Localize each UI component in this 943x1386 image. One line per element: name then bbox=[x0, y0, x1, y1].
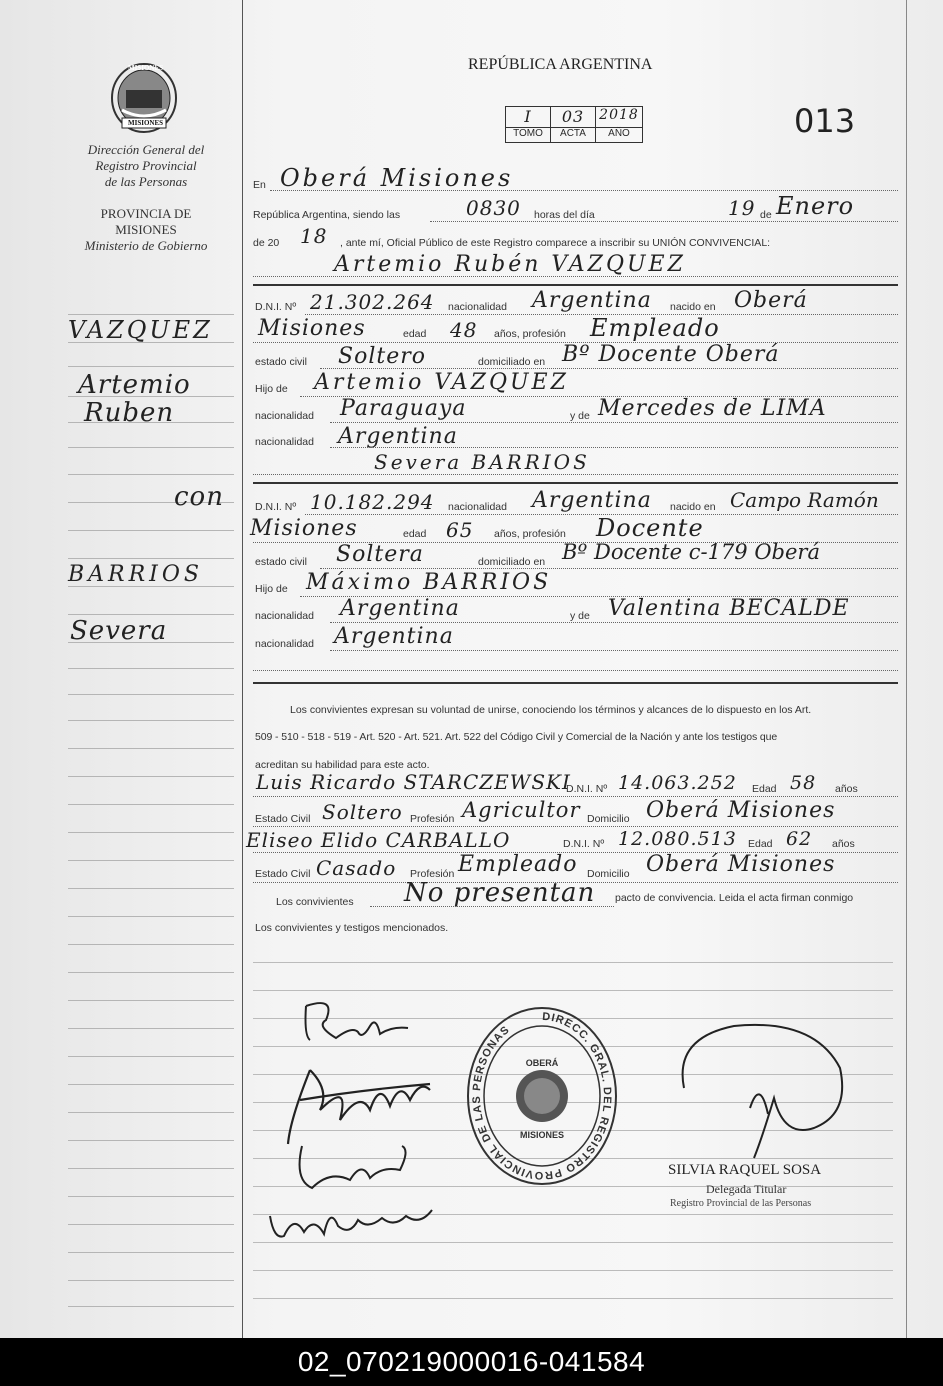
w2-domic-label: Domicilio bbox=[587, 868, 630, 880]
p1-civil-label: estado civil bbox=[255, 356, 307, 368]
w2-age: 62 bbox=[786, 828, 813, 850]
section-divider-3 bbox=[253, 682, 898, 684]
section-divider-1 bbox=[253, 284, 898, 286]
svg-text:OBERÁ: OBERÁ bbox=[525, 1058, 559, 1068]
p1-father: Artemio VAZQUEZ bbox=[314, 370, 569, 395]
p2-birthplace-b: Misiones bbox=[250, 516, 358, 541]
w2-profession: Empleado bbox=[458, 852, 578, 877]
w1-rule-2 bbox=[253, 826, 898, 827]
registry-stamp bbox=[462, 1000, 622, 1190]
p1-mother-nac-label: nacionalidad bbox=[255, 436, 314, 448]
p2-civil: Soltera bbox=[336, 542, 424, 567]
w1-anios-label: años bbox=[835, 783, 858, 795]
declaration-line-1: Los convivientes expresan su voluntad de unirse, conociendo los términos y alcances de lo dispuesto en los Art. bbox=[290, 704, 812, 716]
margin-divider-right bbox=[906, 0, 907, 1338]
declaration-line-2: 509 - 510 - 518 - 519 - Art. 520 - Art. 521. Art. 522 del Código Civil y Comercial de la Nación y ante los testigos que bbox=[255, 731, 778, 743]
official-office: Registro Provincial de las Personas bbox=[670, 1198, 812, 1209]
w1-edad-label: Edad bbox=[752, 783, 777, 795]
rep-label: República Argentina, siendo las bbox=[253, 209, 401, 221]
anio-label: AÑO bbox=[595, 127, 643, 143]
official-title: Delegada Titular bbox=[706, 1182, 787, 1196]
org-heading bbox=[60, 142, 232, 190]
p1-edad-label: edad bbox=[403, 328, 427, 340]
p1-nationality: Argentina bbox=[532, 288, 652, 313]
p2-mother-nat: Argentina bbox=[334, 624, 454, 649]
w1-domicile: Oberá Misiones bbox=[646, 798, 836, 823]
p1-birthplace-a: Oberá bbox=[734, 288, 808, 313]
ministry-line: Ministerio de Gobierno bbox=[84, 238, 208, 253]
en-label: En bbox=[253, 179, 266, 191]
p1-nacido-label: nacido en bbox=[670, 301, 716, 313]
p2-anios-label: años, profesión bbox=[494, 528, 566, 540]
p2-domicile: Bº Docente c-179 Oberá bbox=[562, 540, 820, 564]
p2-yde-label: y de bbox=[570, 610, 590, 622]
w1-age: 58 bbox=[790, 772, 817, 794]
closing-line: Los convivientes y testigos mencionados. bbox=[255, 922, 449, 934]
pact-rule bbox=[370, 906, 614, 907]
horas-label: horas del día bbox=[534, 209, 595, 221]
place-rule bbox=[270, 190, 898, 191]
p1-nac-label: nacionalidad bbox=[448, 301, 507, 313]
p2-dni: 10.182.294 bbox=[310, 490, 435, 514]
p1-dni: 21.302.264 bbox=[310, 290, 435, 314]
org-line-1: Dirección General del bbox=[87, 142, 205, 157]
w1-domic-label: Domicilio bbox=[587, 813, 630, 825]
p1-domic-label: domiciliado en bbox=[478, 356, 546, 368]
w1-prof-label: Profesión bbox=[410, 813, 455, 825]
acta-label: ACTA bbox=[550, 127, 596, 143]
w1-rule-1 bbox=[253, 796, 898, 797]
p2-birthplace-a: Campo Ramón bbox=[730, 488, 879, 512]
p2-mother: Valentina BECALDE bbox=[608, 596, 850, 621]
w1-dni-label: D.N.I. Nº bbox=[566, 783, 608, 795]
w2-civil-label: Estado Civil bbox=[255, 868, 311, 880]
p1-hijo-label: Hijo de bbox=[255, 383, 288, 395]
country-title: REPÚBLICA ARGENTINA bbox=[468, 56, 653, 73]
p2-edad-label: edad bbox=[403, 528, 427, 540]
p2-nac-label: nacionalidad bbox=[448, 501, 507, 513]
w1-profession: Agricultor bbox=[462, 798, 581, 822]
p2-profession: Docente bbox=[596, 514, 704, 542]
margin-divider-left bbox=[242, 0, 243, 1338]
org-line-2: Registro Provincial bbox=[95, 158, 197, 173]
p1-age: 48 bbox=[450, 318, 478, 342]
w2-dni-label: D.N.I. Nº bbox=[563, 838, 605, 850]
p2-mother-nac-label: nacionalidad bbox=[255, 638, 314, 650]
org-line-3: de las Personas bbox=[104, 174, 188, 189]
pact-value: No presentan bbox=[404, 878, 596, 908]
p2-dni-label: D.N.I. Nº bbox=[255, 501, 297, 513]
province-crest-logo bbox=[108, 60, 180, 136]
signature-3 bbox=[290, 1140, 420, 1200]
province-heading bbox=[60, 206, 232, 254]
p2-nationality: Argentina bbox=[532, 488, 652, 513]
w1-dni: 14.063.252 bbox=[618, 772, 737, 794]
p2-name-rule bbox=[253, 474, 898, 475]
de-label: de bbox=[760, 209, 772, 221]
margin-surname-2: BARRIOS bbox=[68, 562, 203, 587]
p2-rule-5 bbox=[330, 622, 898, 623]
w1-civil: Soltero bbox=[322, 800, 403, 824]
document-code-bar bbox=[0, 1338, 943, 1386]
p2-hijo-label: Hijo de bbox=[255, 583, 288, 595]
p1-domicile: Bº Docente Oberá bbox=[562, 342, 780, 367]
province-line-1: PROVINCIA DE bbox=[100, 206, 192, 221]
p1-mother: Mercedes de LIMA bbox=[598, 396, 827, 421]
p1-rule-3 bbox=[320, 368, 898, 369]
svg-text:DIRECC. GRAL. DEL REGISTRO PRO: DIRECC. GRAL. DEL REGISTRO PROVINCIAL DE LAS PERSONAS bbox=[470, 1010, 614, 1182]
w1-name: Luis Ricardo STARCZEWSKI bbox=[256, 770, 571, 794]
w2-edad-label: Edad bbox=[748, 838, 773, 850]
anio-value: 2018 bbox=[595, 106, 643, 128]
margin-given-2: Severa bbox=[70, 616, 168, 646]
p1-rule-6 bbox=[330, 447, 898, 448]
acta-value: 03 bbox=[550, 106, 596, 128]
p2-nacido-label: nacido en bbox=[670, 501, 716, 513]
margin-surname-1: VAZQUEZ bbox=[68, 316, 213, 344]
p1-anios-label: años, profesión bbox=[494, 328, 566, 340]
intro-hour: 0830 bbox=[466, 196, 521, 220]
tomo-value: I bbox=[505, 106, 551, 128]
p2-rule-6 bbox=[330, 650, 898, 651]
de20-label: de 20 bbox=[253, 237, 280, 249]
signature-4 bbox=[264, 1196, 444, 1246]
p1-father-nac-label: nacionalidad bbox=[255, 410, 314, 422]
p2-rule-3 bbox=[320, 568, 898, 569]
sheet-number: 013 bbox=[794, 102, 856, 140]
p2-rule-7 bbox=[253, 670, 898, 671]
p1-profession: Empleado bbox=[590, 314, 720, 342]
w2-civil: Casado bbox=[316, 856, 397, 880]
svg-text:MISIONES: MISIONES bbox=[519, 1130, 565, 1140]
p2-father: Máximo BARRIOS bbox=[306, 570, 552, 595]
p2-civil-label: estado civil bbox=[255, 556, 307, 568]
margin-given-1a: Artemio bbox=[78, 370, 191, 400]
official-signature bbox=[664, 1018, 854, 1168]
person2-fullname: Severa BARRIOS bbox=[374, 450, 590, 474]
p1-civil: Soltero bbox=[338, 344, 426, 369]
p2-father-nac-label: nacionalidad bbox=[255, 610, 314, 622]
w1-civil-label: Estado Civil bbox=[255, 813, 311, 825]
tomo-label: TOMO bbox=[505, 127, 551, 143]
conv-label: Los convivientes bbox=[276, 896, 354, 908]
p1-father-nat: Paraguaya bbox=[340, 396, 467, 421]
margin-given-1b: Ruben bbox=[84, 398, 175, 428]
intro-year: 18 bbox=[300, 224, 328, 248]
section-divider-2 bbox=[253, 482, 898, 484]
w2-anios-label: años bbox=[832, 838, 855, 850]
person1-fullname: Artemio Rubén VAZQUEZ bbox=[334, 252, 686, 277]
signature-2 bbox=[280, 1060, 440, 1150]
intro-month: Enero bbox=[776, 192, 855, 220]
p2-domic-label: domiciliado en bbox=[478, 556, 546, 568]
province-line-2: MISIONES bbox=[115, 222, 177, 237]
margin-conjunction: con bbox=[174, 482, 224, 512]
document-code: 02_070219000016-041584 bbox=[297, 1346, 646, 1377]
w2-prof-label: Profesión bbox=[410, 868, 455, 880]
official-name: SILVIA RAQUEL SOSA bbox=[668, 1162, 822, 1178]
p1-birthplace-b: Misiones bbox=[258, 316, 366, 341]
p1-mother-nat: Argentina bbox=[338, 424, 458, 449]
w2-name: Eliseo Elido CARBALLO bbox=[246, 828, 511, 852]
p2-age: 65 bbox=[446, 518, 474, 542]
p1-yde-label: y de bbox=[570, 410, 590, 422]
logo-label-bottom: MISIONES bbox=[128, 119, 164, 127]
pact-text: pacto de convivencia. Leida el acta firman conmigo bbox=[615, 892, 854, 904]
declaration-line-3: acreditan su habilidad para este acto. bbox=[255, 759, 430, 771]
p2-father-nat: Argentina bbox=[340, 596, 460, 621]
p1-rule-5 bbox=[330, 422, 898, 423]
intro-place: Oberá Misiones bbox=[280, 164, 514, 192]
logo-label-top: MISIONES bbox=[128, 64, 164, 72]
w2-domicile: Oberá Misiones bbox=[646, 852, 836, 877]
name-rule bbox=[253, 276, 898, 277]
comparece-text: , ante mí, Oficial Público de este Registro comparece a inscribir su UNIÓN CONVIVENCIAL: bbox=[340, 237, 771, 249]
p1-dni-label: D.N.I. Nº bbox=[255, 301, 297, 313]
date-rule bbox=[430, 221, 898, 222]
intro-day: 19 bbox=[728, 196, 756, 220]
w2-dni: 12.080.513 bbox=[618, 828, 737, 850]
signature-1 bbox=[296, 996, 416, 1046]
